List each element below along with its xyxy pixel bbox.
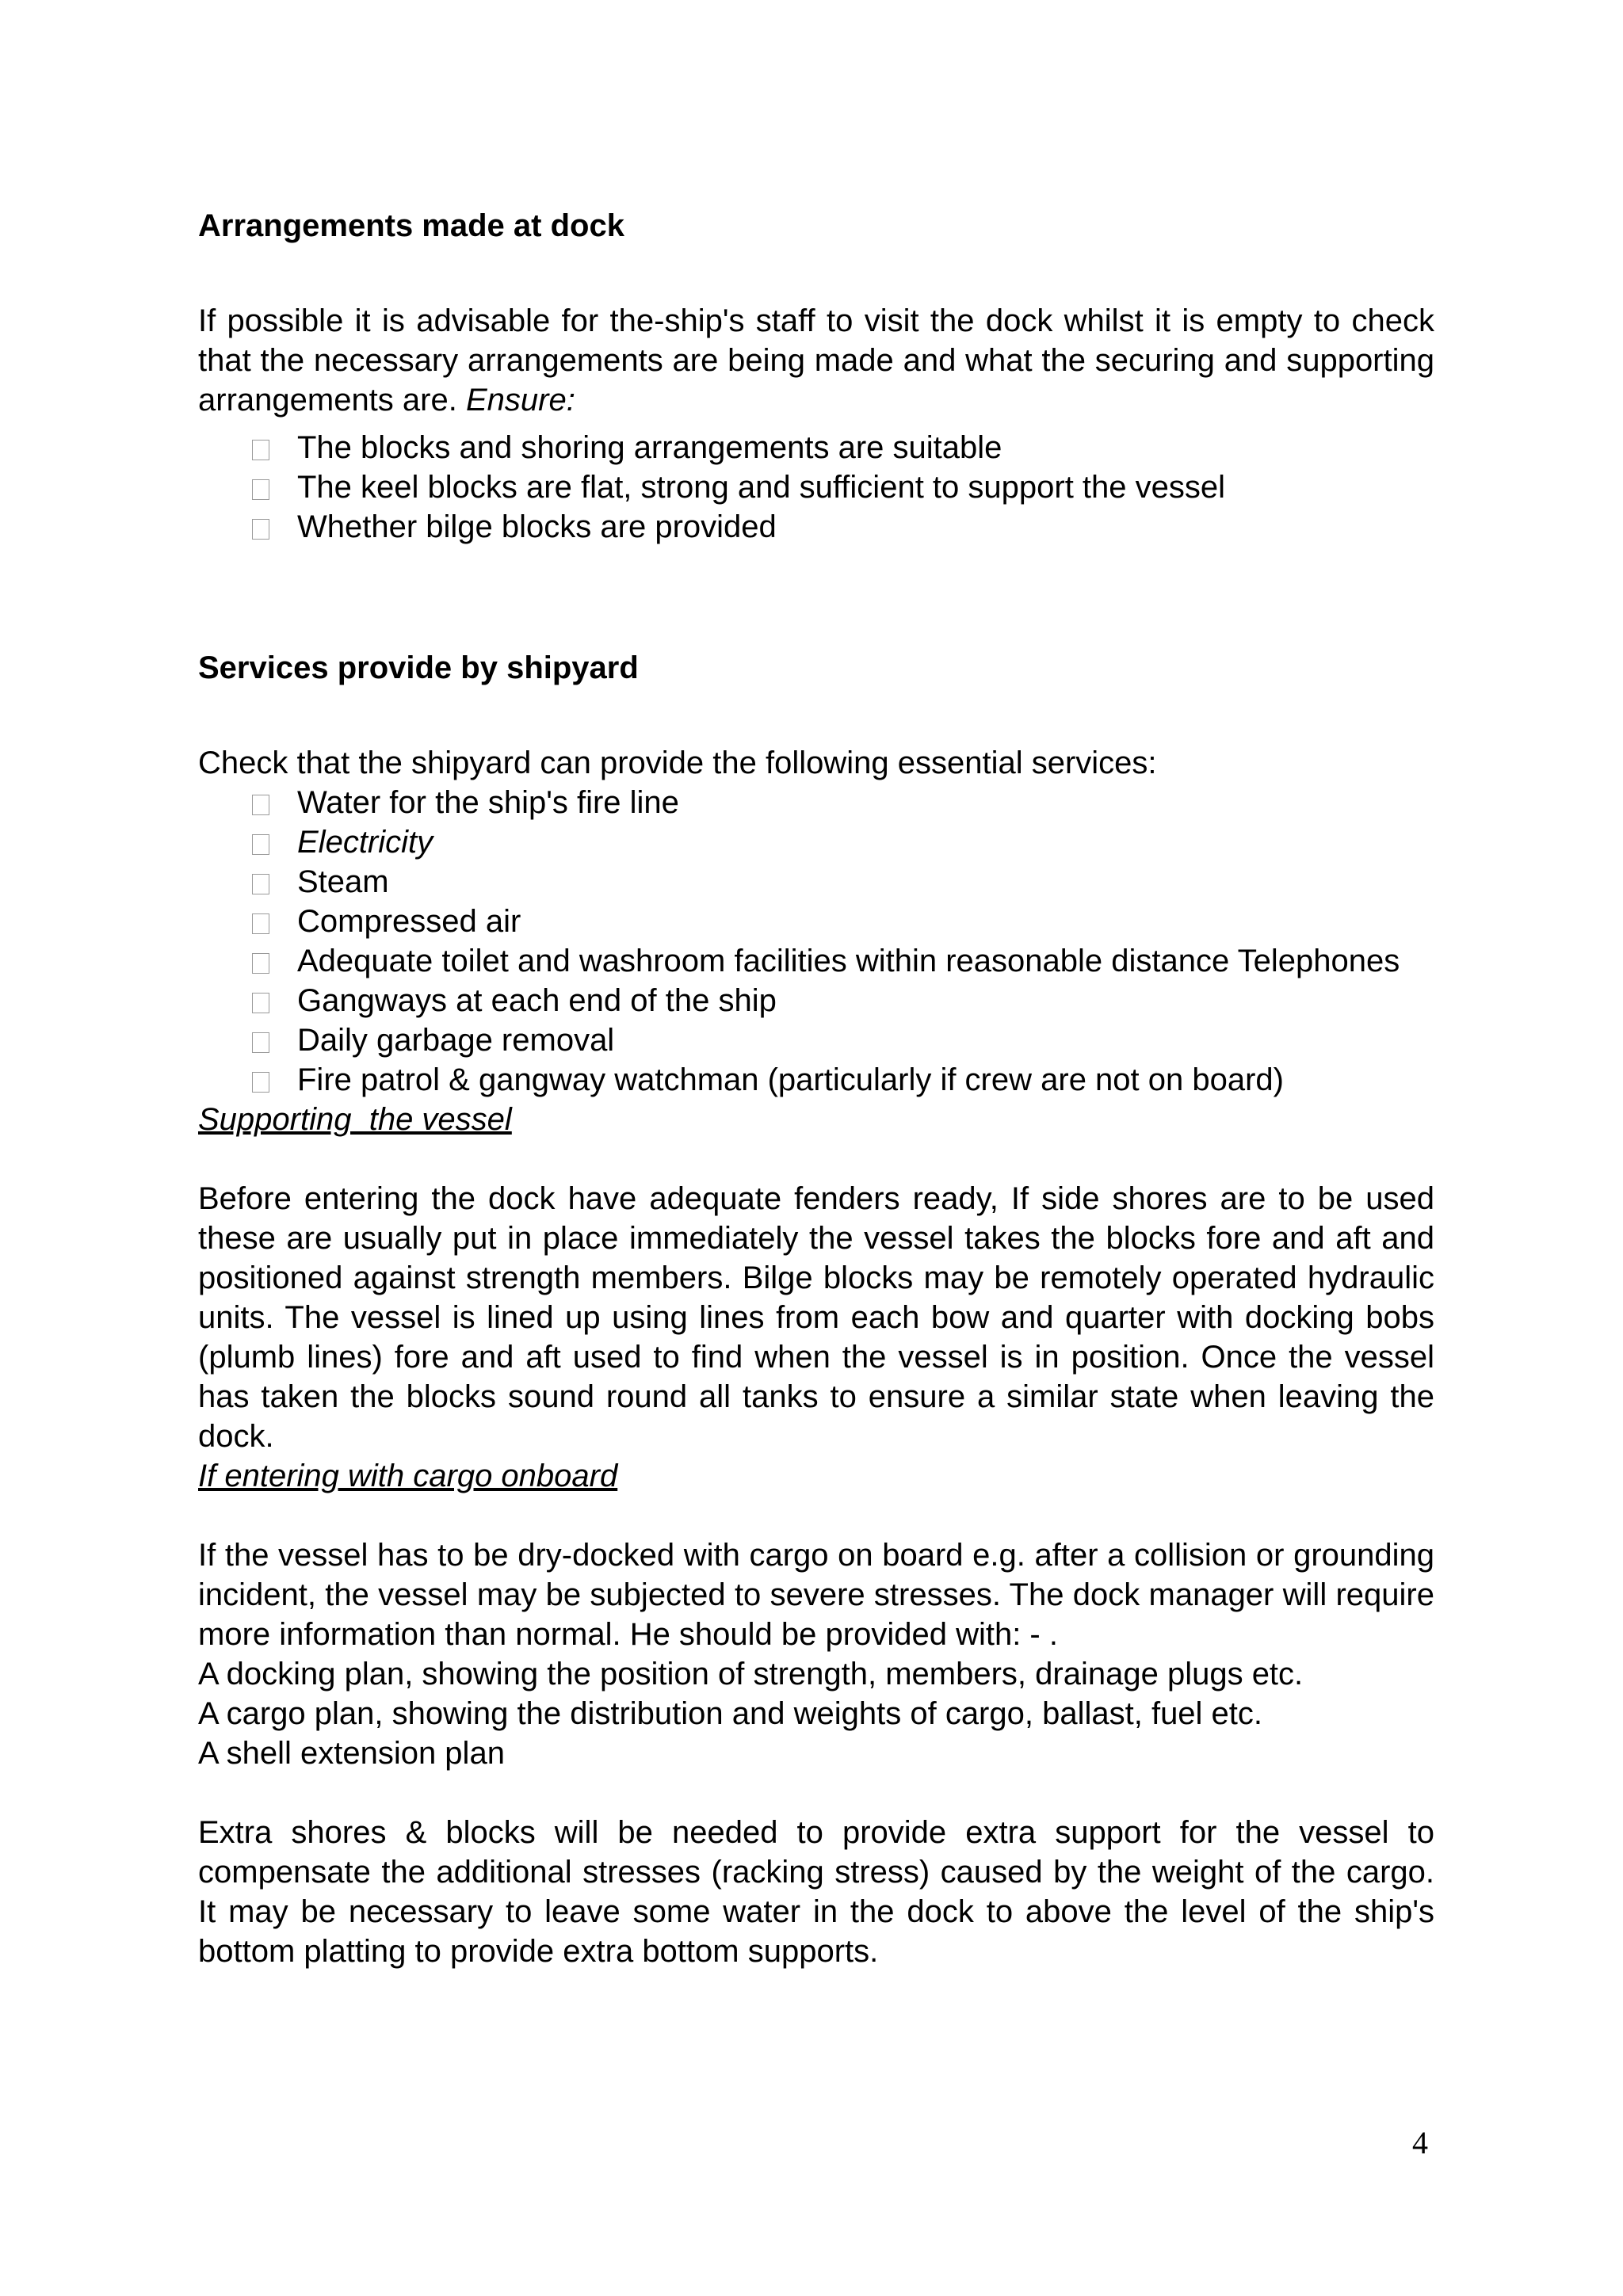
page-number: 4 (1412, 2125, 1428, 2161)
checkbox-glyph-icon (252, 519, 269, 540)
checkbox-glyph-icon (252, 953, 269, 974)
checkbox-glyph-icon (252, 1032, 269, 1053)
list-item (198, 507, 1434, 547)
heading-entering-with-cargo: If entering with cargo onboard (198, 1459, 618, 1493)
checkbox-glyph-icon (252, 795, 269, 815)
arrangements-intro-text: If possible it is advisable for the-ship's staff to visit the dock whilst it is empty to check that the necessary arrangements are being made and what the securing and supporting arrangements are. (198, 303, 1434, 418)
heading-services: Services provide by shipyard (198, 650, 639, 685)
checkbox-glyph-icon (252, 874, 269, 894)
checkbox-glyph-icon (252, 834, 269, 855)
list-item-text: Whether bilge blocks are provided (297, 509, 777, 544)
services-list (198, 783, 1434, 1100)
services-intro: Check that the shipyard can provide the following essential services: (198, 746, 1157, 780)
list-item-text: Water for the ship's fire line (297, 785, 679, 820)
arrangements-intro (198, 301, 1434, 420)
entering-cargo-body: If the vessel has to be dry-docked with cargo on board e.g. after a collision or grounding incident, the vessel may be subjected to severe stresses. The dock manager will require more information than normal. He should be provided with: - . (198, 1538, 1434, 1652)
list-item (198, 981, 1434, 1020)
list-item-text: Adequate toilet and washroom facilities within reasonable distance Telephones (297, 944, 1400, 978)
list-item (198, 941, 1434, 981)
list-item (198, 822, 1434, 862)
page-content (198, 206, 1434, 1971)
heading-supporting-vessel: Supporting the vessel (198, 1102, 512, 1137)
list-item-text: The blocks and shoring arrangements are suitable (297, 430, 1002, 465)
list-item-text: Compressed air (297, 904, 521, 939)
list-item (198, 1020, 1434, 1060)
list-item-text: Steam (297, 864, 389, 899)
heading-arrangements: Arrangements made at dock (198, 208, 624, 243)
checkbox-glyph-icon (252, 913, 269, 934)
list-item-text: Daily garbage removal (297, 1023, 615, 1058)
checkbox-glyph-icon (252, 1072, 269, 1093)
checkbox-glyph-icon (252, 479, 269, 500)
list-item (198, 862, 1434, 902)
arrangements-list (198, 428, 1434, 547)
ensure-emphasis: Ensure: (465, 383, 575, 418)
supporting-vessel-body: Before entering the dock have adequate fenders ready, If side shores are to be used these are usually put in place immediately the vessel takes the blocks fore and aft and positioned against strength members. Bilge blocks may be remotely operated hydraulic units. The vessel is lined up using lines from each bow and quarter with docking bobs (plumb lines) fore and aft used to find when the vessel is in position. Once the vessel has taken the blocks sound round all tanks to ensure a similar state when leaving the dock. (198, 1181, 1434, 1454)
list-item-text: Gangways at each end of the ship (297, 983, 777, 1018)
checkbox-glyph-icon (252, 440, 269, 460)
list-item (198, 428, 1434, 467)
list-item (198, 467, 1434, 507)
cargo-plan-line: A cargo plan, showing the distribution and weights of cargo, ballast, fuel etc. (198, 1696, 1263, 1731)
docking-plan-line: A docking plan, showing the position of strength, members, drainage plugs etc. (198, 1657, 1304, 1691)
list-item (198, 783, 1434, 822)
list-item-text: Electricity (297, 825, 433, 860)
list-item (198, 902, 1434, 941)
extra-shores-body: Extra shores & blocks will be needed to provide extra support for the vessel to compensate the additional stresses (racking stress) caused by the weight of the cargo. It may be necessary to leave some water in the dock to above the level of the ship's bottom platting to provide extra bottom supports. (198, 1815, 1434, 1969)
shell-extension-plan-line: A shell extension plan (198, 1736, 505, 1771)
list-item (198, 1060, 1434, 1100)
list-item-text: The keel blocks are flat, strong and sufficient to support the vessel (297, 470, 1226, 505)
checkbox-glyph-icon (252, 993, 269, 1013)
list-item-text: Fire patrol & gangway watchman (particularly if crew are not on board) (297, 1062, 1284, 1097)
